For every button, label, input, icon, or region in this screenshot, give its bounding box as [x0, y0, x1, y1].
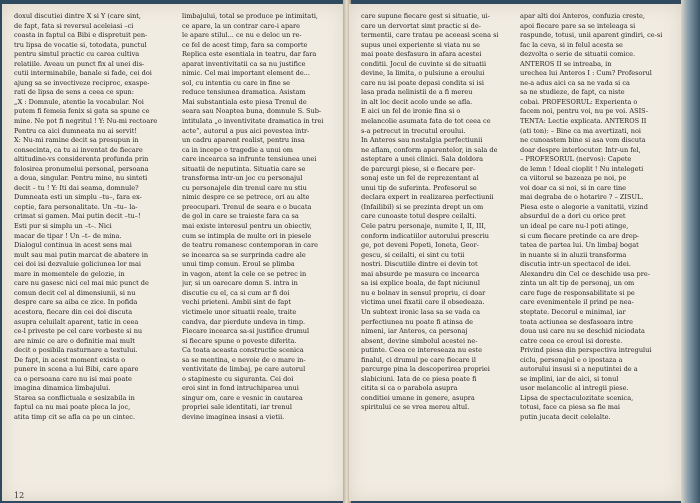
text-line: situatii de neputinta. Situatia care se [182, 164, 306, 173]
text-line: ca o persoana care nu isi mai poate [14, 374, 132, 383]
text-line: voi doar ca si noi, si in care tine [520, 183, 627, 192]
text-line: TENTA: Lectie explicata. ANTEROS II [520, 117, 647, 126]
text-line: in alt loc decit acolo unde se afla. [361, 97, 473, 106]
text-line: transforma intr-un joc cu personajul [182, 174, 303, 183]
text-line: ca viitorul se bazeaza pe noi, pe [520, 174, 627, 183]
text-line: consecinta, ca tu ai inventat de fiecare [14, 145, 143, 154]
text-line: preocupari. Trenul de seara e o bucata [182, 202, 312, 211]
text-line: mult sau mai putin marcat de abatere in [14, 250, 149, 259]
text-line: jur, si un oarecare domn S. intra in [182, 279, 298, 288]
text-line: imagina dinamica limbajului. [14, 384, 111, 393]
text-line: facem noi, pentru voi, nu pe voi. ASIS- [520, 107, 649, 116]
text-line: un ideal pe care nu-l poti atinge, [520, 222, 629, 231]
text-line: conditiei umane in genere, asupra [361, 393, 475, 402]
text-line: Fiecare incearca sa-si justifice drumul [182, 327, 310, 336]
text-line: (ati ton): – Bine ca ma avertizati, noi [520, 126, 641, 135]
text-line: rati de lipsa de sens a ceea ce spun: [14, 88, 134, 97]
text-line: asteptare a unei clinici. Sala doldora [361, 155, 483, 164]
text-line: Dialogul continua in acest sens mai [14, 241, 132, 250]
text-line: finalul, ci drumul pe care fiecare il [361, 355, 476, 364]
text-line: decit o posibila rasturnare a textului. [14, 346, 138, 355]
text-line: steptate. Decorul e minimal, iar [520, 307, 626, 316]
left-page-column-2 [182, 12, 340, 423]
text-line: mai poate desfasura in afara acestei [361, 50, 482, 59]
text-line: ca in incepe o tragedie a unui om [182, 145, 293, 154]
text-line: sa se mentina, e nevoie de o mare in- [182, 355, 306, 364]
text-line: faptul ca nu mai poate pleca la joc, [14, 403, 131, 412]
text-line: Privind piesa din perspectiva intregului [520, 346, 652, 355]
text-line: care cunoaste totul despre ceilalti. [361, 212, 477, 221]
text-line: nu e bolnav in sensul propriu, ci doar [361, 288, 486, 297]
text-line: raspunde, totusi, unii aparent gindiri, ce-si [520, 31, 663, 40]
text-line: cutii interminabile, banale si fade, cei doi [14, 69, 152, 78]
text-line: Lipsa de spectaculozitate scenica, [520, 393, 634, 402]
text-line: acestora, fiecare din cei doi discuta [14, 307, 133, 316]
text-line: fac la ceva, si in felul acesta se [520, 40, 623, 49]
text-line: comun decit cel al dimensiunii, si nu [14, 288, 136, 297]
text-line: macar de tipar ! Un –t– de mina. [14, 231, 122, 240]
text-line: declara expert in realizarea perfectiunii [361, 193, 494, 202]
text-line: melancolie asumata fata de tot ceea ce [361, 117, 491, 126]
text-line: toata actiunea se desfasoara intre [520, 317, 634, 326]
text-line: catre ceea ce eroul isi doreste. [520, 336, 623, 345]
text-line: ciclu, personajul e o ipostaza a [520, 355, 623, 364]
text-line: nimic. Cel mai important element de... [182, 69, 310, 78]
text-line: de parcurgi piese, si e fiecare per- [361, 164, 476, 173]
text-line: altitudine-vs considerenta profunda prin [14, 155, 149, 164]
text-line: zinta un alt tip de personaj, un om [520, 279, 635, 288]
text-line: putinte. Ceea ce intereseaza nu este [361, 346, 483, 355]
text-line: coasta in faptul ca Bibi e dispretuit pen- [14, 31, 148, 40]
text-line: Alexandru din Cel ce deschide usa pre- [520, 269, 650, 278]
text-line: de teatru romanesc contemporan in care [182, 241, 318, 250]
text-line: cu personajele din trenul care nu stiu [182, 183, 307, 192]
right-page-column-1 [361, 12, 519, 413]
text-line: Starea sa conflictuala e sesizabila in [14, 393, 135, 402]
text-line: parcurge pina la descoperirea propriei [361, 365, 490, 374]
text-line: usor melancolic al intregii piese. [520, 384, 629, 393]
text-line: Pentru ca aici dumneata nu ai servit! [14, 126, 137, 135]
text-line: candva, dar pierdute undeva in timp. [182, 317, 306, 326]
text-line: putin jucata decit celelalte. [520, 412, 611, 421]
text-line: apoi fiecare pare sa se inteleaga si [520, 21, 636, 30]
right-page [349, 4, 681, 501]
text-line: ventivitate de limbaj, pe care autorul [182, 365, 306, 374]
text-line: folosirea pronumelui personal, persoana [14, 164, 149, 173]
text-line: ce-l priveste pe cel care vorbeste si nu [14, 327, 143, 336]
text-line: un cadru aparent realist, pentru insa [182, 136, 305, 145]
text-line: are nimic ce are o definitie mai mult [14, 336, 135, 345]
text-line: aparat inventivitatii ca sa nu justifice [182, 59, 306, 68]
text-line: sol, cu intentia cu care in fine se [182, 78, 291, 87]
text-line: se incearca sa se surprinda cadre ale [182, 250, 306, 259]
text-line: Dumneata esti un simplu –tu–, fara ex- [14, 193, 142, 202]
text-line: ge, pot deveni Popeti, Ioneta, Geor- [361, 241, 479, 250]
text-line: termentii, care tratau pe aceeasi scena si [361, 31, 499, 40]
left-page-column-1 [14, 12, 172, 423]
text-line: pentru simtul practic cu carea cultiva [14, 50, 140, 59]
text-line: atita timp cit se afla ca pe un cintec. [14, 412, 136, 421]
text-line: conform indicatiilor autorului prescriu [361, 231, 490, 240]
text-line: lasa prada nelinistii de a fi mereu [361, 88, 473, 97]
text-line: absurdul de a dori cu orice pret [520, 212, 626, 221]
text-line: tatea de partea lui. Un limbaj bogat [520, 241, 639, 250]
text-line: asupra celuilalt aparent, tatic in ceea [14, 317, 139, 326]
text-line: ce fel de acest timp, fara sa comporte [182, 40, 308, 49]
text-line: intitulata „o inventivitate dramatica in trei [182, 117, 324, 126]
page-number: 12 [14, 491, 25, 500]
text-line: doua usi care nu se deschid niciodata [520, 327, 645, 336]
text-line: tru lipsa de vocatie si, totodata, punctul [14, 40, 147, 49]
text-line: relatiile. Aveau un punct fix al unei dis- [14, 59, 145, 68]
text-line: punere in scena a lui Bibi, care apare [14, 365, 139, 374]
text-line: urechea lui Anteros I : Cum? Profesorul [520, 69, 652, 78]
text-line: seara sau Noaptea buna, domnule S. Sub- [182, 107, 322, 116]
text-line: slabiciuni. Iata de ce piesa poate fi [361, 374, 477, 383]
text-line: nimic despre ce se petrece, ori au alte [182, 193, 310, 202]
text-line: mai degraba de o hotarire ? – ZISUL. [520, 193, 644, 202]
text-line: Un subtext ironic lasa sa se vada ca [361, 307, 481, 316]
text-line: putem fi femeia fenix si gata sa spune ce [14, 107, 150, 116]
text-line: reduce tensiunea dramatica. Asistam [182, 88, 306, 97]
text-line: citita si ca o parabola asupra [361, 384, 458, 393]
text-line: de lemn ! Ideal cioplit ! Nu intelegeti [520, 164, 644, 173]
text-line: sonaj este un fel de reprezentant al [361, 174, 479, 183]
text-line: singur om, care e vesnic in cautarea [182, 393, 303, 402]
text-line: sa isi explice boala, de fapt niciunul [361, 279, 480, 288]
text-line: sa ne studieze, de fapt, ca niste [520, 88, 625, 97]
text-line: care supune fiecare gest si situatie, ui- [361, 12, 490, 20]
text-line: se implini, iar de aici, si tonul [520, 374, 619, 383]
text-line: spiritului ce se vrea mereu altul. [361, 403, 470, 412]
text-line: de fapt, fata si reversul aceleiasi –ci [14, 21, 134, 30]
text-line: Replica este esentiala in teatru, dar fara [182, 50, 317, 59]
text-line: X: Nu-mi ramine decit sa presupun in [14, 136, 139, 145]
text-line: ANTEROS II se intreaba, in [520, 59, 612, 68]
text-line: cei doi isi dezvaluie goliciunea lor mai [14, 260, 141, 269]
text-line: eroi sint in fond intruchiparea unui [182, 384, 299, 393]
text-line: discutia intr-un spectacol de idei. [520, 260, 631, 269]
text-line: (Infailibil) si se prezinta drept un om [361, 202, 484, 211]
text-line: decit – tu ! Y: Iti dai seama, domnule? [14, 183, 139, 192]
text-line: dezvolta o serie de situatii comice. [520, 50, 636, 59]
text-line: a doua, singular. Pentru mine, nu sinteti [14, 174, 148, 183]
text-line: doxul discutiei dintre X si Y (care sint, [14, 12, 142, 20]
text-line: Piesa este o alegorie a vanitatii, vizind [520, 202, 648, 211]
text-line: care incearca sa infrunte tensiunea unei [182, 155, 317, 164]
text-line: si fiecare spune o poveste diferita. [182, 336, 297, 345]
text-line: – PROFESORUL (nervos): Capete [520, 155, 632, 164]
text-line: victimele unor situatii reale, traite [182, 307, 297, 316]
text-line: totusi, face ca piesa sa fie mai [520, 403, 621, 412]
text-line: discutie cu el, ca si cum ar fi doi [182, 288, 290, 297]
text-line: si cum fiecare pretinde ca are drep- [520, 231, 640, 240]
text-line: ne cunoastem bine si asa vom discuta [520, 136, 646, 145]
text-line: propriei sale identitati, iar trenul [182, 403, 292, 412]
text-line: de gol in care se traieste fara ca sa [182, 212, 299, 221]
text-line: „X : Domnule, atentie la vocabular. Noi [14, 97, 144, 106]
text-line: care un dervortat simt practic si de- [361, 21, 481, 30]
text-line: care nu isi poate depasi condita si isi [361, 78, 484, 87]
text-line: despre care sa aiba ce zice. In pofida [14, 298, 138, 307]
text-line: nostri. Discutiile dintre ei devin tot [361, 260, 478, 269]
text-line: devine, la limita, o pulsiune a eroului [361, 69, 485, 78]
text-line: apar alti doi Anteros, confuzia creste, [520, 12, 645, 20]
text-line: care nu gasesc nici cel mai mic punct de [14, 279, 149, 288]
text-line: acte”, autorul a pus aici povestea intr- [182, 126, 310, 135]
text-line: crimat si gamen. Mai putin decit –tu–! [14, 212, 141, 221]
text-line: vechi prieteni. Ambii sint de fapt [182, 298, 291, 307]
text-line: Ca toata aceasta constructie scenica [182, 346, 304, 355]
text-line: in nuante si in aluzii transforma [520, 250, 627, 259]
text-line: autorului insusi si a neputintei de a [520, 365, 638, 374]
text-line: Cele patru personaje, numite I, II, III, [361, 222, 487, 231]
text-line: nimeni, iar Anteros, ca personaj [361, 327, 468, 336]
text-line: ce apare, la un contrar care-i apare [182, 21, 301, 30]
text-line: mine. Ne pot fi negritul ! Y: Nu-mi rectoare [14, 117, 158, 126]
text-line: care fuge de responsabilitate si pe [520, 288, 635, 297]
text-line: De fapt, in acest moment exista o [14, 355, 126, 364]
text-line: perfectiunea nu poate fi atinsa de [361, 317, 474, 326]
text-line: unui timp comun. Eroul se plimba [182, 260, 295, 269]
text-line: ne-a adus aici ca sa ne vada si ca [520, 78, 630, 87]
book-cover-edge [681, 0, 700, 503]
text-line: conditii. Jocul de cuvinte si de situatii [361, 59, 487, 68]
text-line: gescu, si ceilalti, ei sint cu totii [361, 250, 465, 259]
text-line: cobai. PROFESORUL: Experienta o [520, 97, 638, 106]
text-line: In Anteros sau nostalgia perfectiunii [361, 136, 483, 145]
text-line: unui tip de suferinta. Profesorul se [361, 183, 477, 192]
text-line: mai absurde pe masura ce incearca [361, 269, 480, 278]
text-line: mare in momentele de gelozie, in [14, 269, 125, 278]
text-line: cum se intimpla de multe ori in piesele [182, 231, 312, 240]
text-line: ne aflam, conform aparentelor, in sala de [361, 145, 498, 154]
text-line: care evenimentele il prind pe nea- [520, 298, 634, 307]
text-line: le apare stilul... ce nu e deloc un re- [182, 31, 302, 40]
text-line: absent, devine simbolul acestei ne- [361, 336, 478, 345]
text-line: devine imaginea insasi a vietii. [182, 412, 285, 421]
text-line: in vagon, atent la cele ce se petrec in [182, 269, 307, 278]
text-line: ajung sa se invectiveze reciproc, exaspe- [14, 78, 150, 87]
left-page [2, 4, 345, 501]
text-line: s-a petrecut in trecutul eroului. [361, 126, 466, 135]
text-line: E aici un fel de ironie fina si o [361, 107, 461, 116]
text-line: doar despre interlocutor. Intr-un fel, [520, 145, 641, 154]
text-line: ceptie, fara personalitate. Un –tu– la- [14, 202, 138, 211]
text-line: Mai substantiala este piesa Trenul de [182, 97, 307, 106]
right-page-column-2 [520, 12, 678, 423]
text-line: limbajului, total se produce pe intimitati, [182, 12, 319, 20]
text-line: mai existe interesul pentru un obiectiv, [182, 222, 312, 231]
text-line: o stapineste cu siguranta. Cei doi [182, 374, 294, 383]
text-line: Esti pur si simplu un –t–. Nici [14, 222, 112, 231]
text-line: victima unei fixatii care il obsedeaza. [361, 298, 485, 307]
text-line: supus unei experiente si viata nu se [361, 40, 481, 49]
